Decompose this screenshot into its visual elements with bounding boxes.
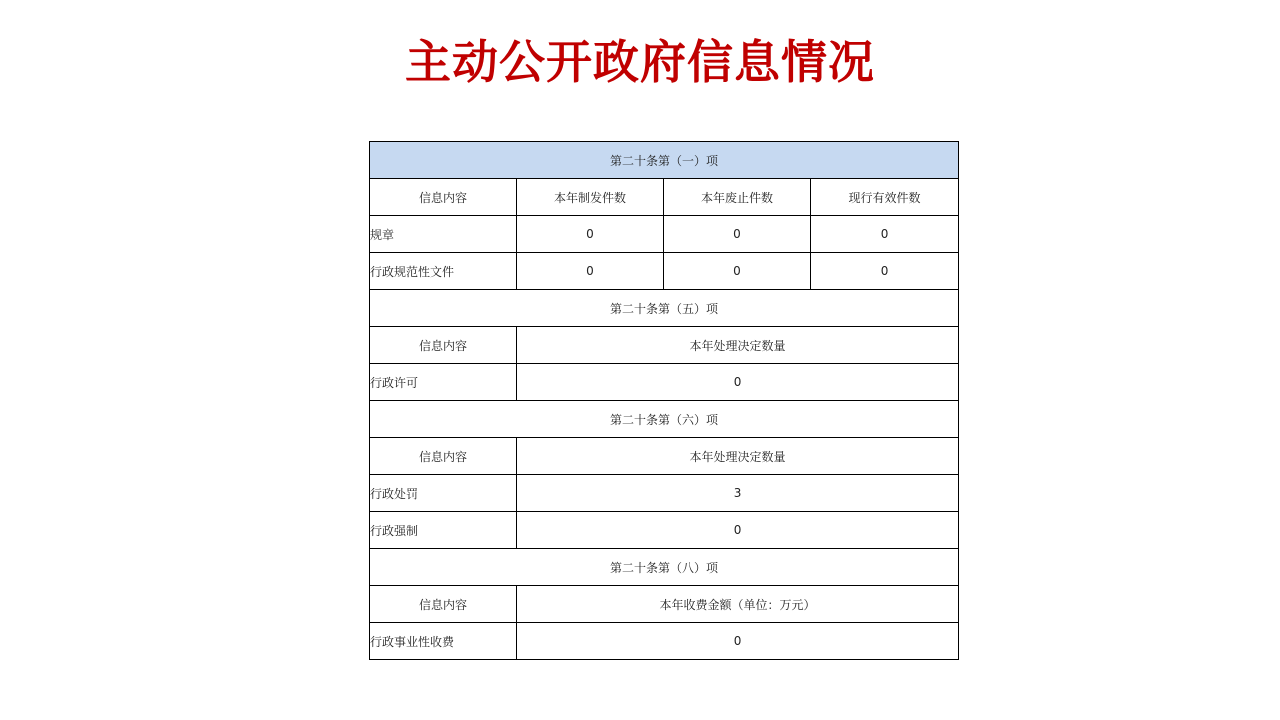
cell-value: 0 — [517, 512, 959, 549]
section-heading-row — [370, 549, 959, 586]
column-header-row — [370, 586, 959, 623]
column-header: 本年收费金额（单位：万元） — [517, 586, 959, 623]
row-label: 行政处罚 — [370, 475, 517, 512]
column-header: 信息内容 — [370, 438, 517, 475]
column-header: 信息内容 — [370, 586, 517, 623]
cell-value: 0 — [811, 253, 959, 290]
table-row — [370, 364, 959, 401]
column-header: 本年处理决定数量 — [517, 327, 959, 364]
column-header: 信息内容 — [370, 179, 517, 216]
section-heading: 第二十条第（六）项 — [370, 401, 959, 438]
row-label: 行政事业性收费 — [370, 623, 517, 660]
section-heading: 第二十条第（一）项 — [370, 142, 959, 179]
section-heading-row — [370, 401, 959, 438]
column-header: 本年制发件数 — [517, 179, 664, 216]
table-row — [370, 512, 959, 549]
section-heading-row — [370, 142, 959, 179]
row-label: 行政规范性文件 — [370, 253, 517, 290]
cell-value: 0 — [517, 623, 959, 660]
disclosure-table — [369, 141, 959, 660]
column-header: 信息内容 — [370, 327, 517, 364]
cell-value: 0 — [664, 216, 811, 253]
row-label: 规章 — [370, 216, 517, 253]
table-row — [370, 216, 959, 253]
column-header-row — [370, 438, 959, 475]
section-heading: 第二十条第（五）项 — [370, 290, 959, 327]
column-header-row — [370, 327, 959, 364]
page-title: 主动公开政府信息情况 — [405, 35, 875, 89]
cell-value: 0 — [811, 216, 959, 253]
cell-value: 0 — [517, 364, 959, 401]
table-row — [370, 623, 959, 660]
column-header: 现行有效件数 — [811, 179, 959, 216]
table-row — [370, 253, 959, 290]
cell-value: 0 — [517, 216, 664, 253]
cell-value: 0 — [517, 253, 664, 290]
table-row — [370, 475, 959, 512]
cell-value: 3 — [517, 475, 959, 512]
row-label: 行政许可 — [370, 364, 517, 401]
section-heading: 第二十条第（八）项 — [370, 549, 959, 586]
column-header: 本年废止件数 — [664, 179, 811, 216]
cell-value: 0 — [664, 253, 811, 290]
column-header-row — [370, 179, 959, 216]
section-heading-row — [370, 290, 959, 327]
column-header: 本年处理决定数量 — [517, 438, 959, 475]
row-label: 行政强制 — [370, 512, 517, 549]
